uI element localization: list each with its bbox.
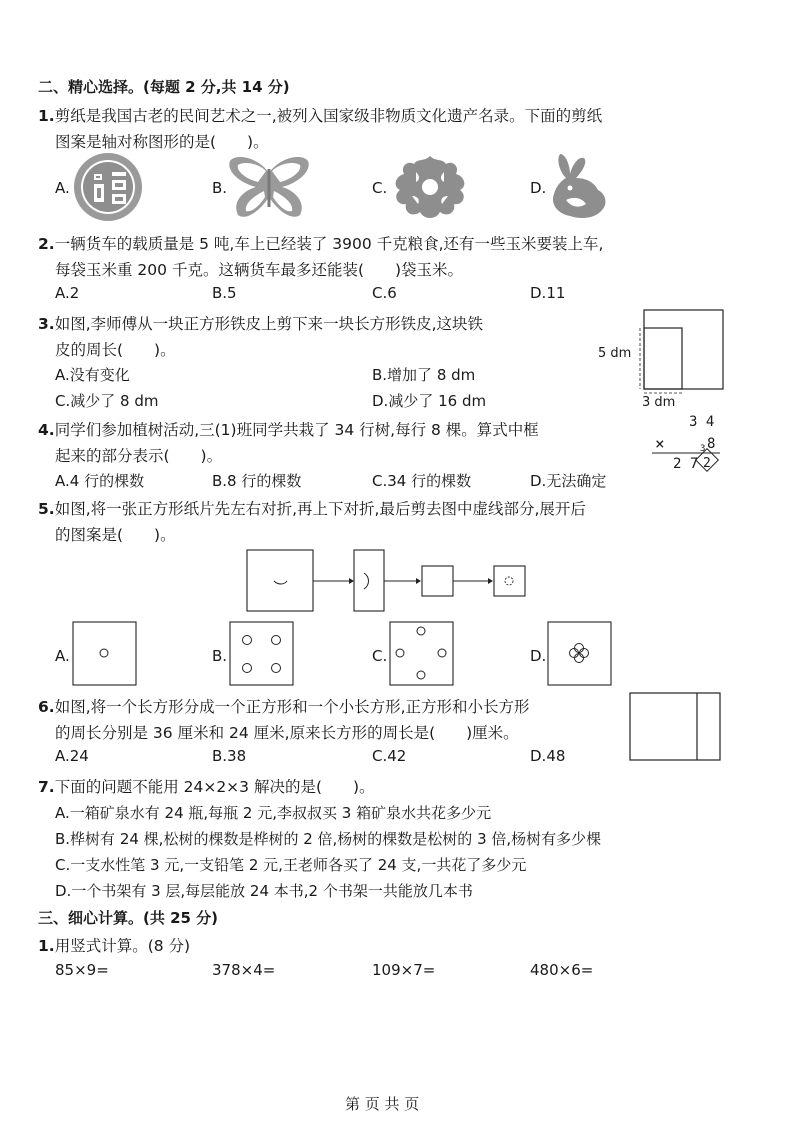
calc-result: 2 7 (673, 456, 699, 472)
option-b[interactable]: B.增加了 8 dm (372, 366, 476, 384)
option-c[interactable]: C.6 (372, 284, 397, 302)
option-d[interactable]: D.减少了 16 dm (372, 392, 487, 410)
question-3 (38, 312, 483, 334)
square-sheet-figure (630, 308, 725, 396)
question-text: 剪纸是我国古老的民间艺术之一,被列入国家级非物质文化遗产名录。下面的剪纸 (54, 107, 603, 125)
question-3-line2: 皮的周长( )。 (55, 341, 176, 359)
option-d[interactable]: D.11 (530, 284, 566, 302)
question-number: 3. (38, 315, 55, 333)
option-d[interactable]: D.无法确定 (530, 472, 607, 490)
option-d[interactable]: D.48 (530, 747, 566, 765)
section-title: 二、精心选择。(每题 2 分,共 14 分) (38, 78, 290, 96)
calc-carry: 3 (700, 444, 706, 454)
question-1-line2: 图案是轴对称图形的是( )。 (55, 133, 269, 151)
option-b-label: B. (212, 179, 228, 197)
option-a-figure (72, 621, 138, 687)
option-a-label: A. (55, 647, 70, 665)
question-text: 如图,将一张正方形纸片先左右对折,再上下对折,最后剪去图中虚线部分,展开后 (54, 500, 586, 518)
option-b-figure (229, 621, 295, 687)
question-text: 一辆货车的载质量是 5 吨,车上已经装了 3900 千克粮食,还有一些玉米要装上车, (54, 235, 604, 253)
question-5-line2: 的图案是( )。 (55, 526, 176, 544)
option-a-label: A. (55, 179, 70, 197)
calc-times: × (655, 434, 665, 453)
question-text: 同学们参加植树活动,三(1)班同学共栽了 34 行树,每行 8 棵。算式中框 (54, 421, 539, 439)
option-d[interactable]: D.一个书架有 3 层,每层能放 24 本书,2 个书架一共能放几本书 (55, 882, 473, 900)
option-a[interactable]: A.2 (55, 284, 80, 302)
option-b[interactable]: B.桦树有 24 棵,松树的棵数是桦树的 2 倍,杨树的棵数是松树的 3 倍,杨树有多少棵 (55, 830, 602, 848)
calc-boxed-digit: 2 (703, 456, 711, 471)
question-2 (38, 232, 604, 254)
option-c[interactable]: C.34 行的棵数 (372, 472, 472, 490)
option-b[interactable]: B.8 行的棵数 (212, 472, 302, 490)
question-number: 1. (38, 107, 55, 125)
section-title: 三、细心计算。(共 25 分) (38, 909, 219, 927)
rabbit-papercut-image (546, 152, 612, 222)
question-text: 下面的问题不能用 24×2×3 解决的是( )。 (54, 778, 375, 796)
question-number: 2. (38, 235, 55, 253)
height-label: 5 dm (598, 346, 632, 361)
option-b[interactable]: B.5 (212, 284, 237, 302)
flower-papercut-image (390, 152, 470, 222)
question-number: 4. (38, 421, 55, 439)
option-a[interactable]: A.4 行的棵数 (55, 472, 145, 490)
question-number: 1. (38, 937, 55, 955)
question-number: 6. (38, 698, 55, 716)
calc-question-1 (38, 934, 190, 956)
width-label: 3 dm (642, 395, 676, 410)
option-c[interactable]: C.一支水性笔 3 元,一支铅笔 2 元,王老师各买了 24 支,一共花了多少元 (55, 856, 527, 874)
question-text: 用竖式计算。(8 分) (54, 937, 191, 955)
option-a[interactable]: A.没有变化 (55, 366, 130, 384)
option-d-label: D. (530, 179, 547, 197)
round-fu-papercut-image (72, 152, 144, 222)
calc-item: 378×4= (212, 961, 276, 979)
question-text: 如图,将一个长方形分成一个正方形和一个小长方形,正方形和小长方形 (54, 698, 530, 716)
option-d-label: D. (530, 647, 547, 665)
option-c-label: C. (372, 647, 388, 665)
question-4 (38, 418, 539, 440)
calc-item: 109×7= (372, 961, 436, 979)
question-7 (38, 775, 375, 797)
question-6-line2: 的周长分别是 36 厘米和 24 厘米,原来长方形的周长是( )厘米。 (55, 724, 519, 742)
option-c[interactable]: C.减少了 8 dm (55, 392, 159, 410)
calc-item: 85×9= (55, 961, 109, 979)
option-d-figure (547, 621, 613, 687)
calc-top: 3 4 (689, 414, 715, 430)
calc-item: 480×6= (530, 961, 594, 979)
option-c-label: C. (372, 179, 388, 197)
calc-multiplier: 8 (707, 436, 716, 452)
question-5 (38, 497, 586, 519)
question-number: 5. (38, 500, 55, 518)
option-c[interactable]: C.42 (372, 747, 407, 765)
question-4-line2: 起来的部分表示( )。 (55, 447, 223, 465)
question-text: 如图,李师傅从一块正方形铁皮上剪下来一块长方形铁皮,这块铁 (54, 315, 484, 333)
question-number: 7. (38, 778, 55, 796)
page-footer: 第 页 共 页 (345, 1095, 420, 1113)
option-a[interactable]: A.24 (55, 747, 89, 765)
folding-steps-figure (246, 549, 536, 613)
rectangle-split-figure (629, 692, 722, 762)
butterfly-papercut-image (228, 155, 310, 221)
option-b[interactable]: B.38 (212, 747, 247, 765)
option-a[interactable]: A.一箱矿泉水有 24 瓶,每瓶 2 元,李叔叔买 3 箱矿泉水共花多少元 (55, 804, 492, 822)
question-6 (38, 695, 530, 717)
question-2-line2: 每袋玉米重 200 千克。这辆货车最多还能装( )袋玉米。 (55, 261, 464, 279)
option-b-label: B. (212, 647, 228, 665)
option-c-figure (389, 621, 455, 687)
question-1 (38, 104, 602, 126)
